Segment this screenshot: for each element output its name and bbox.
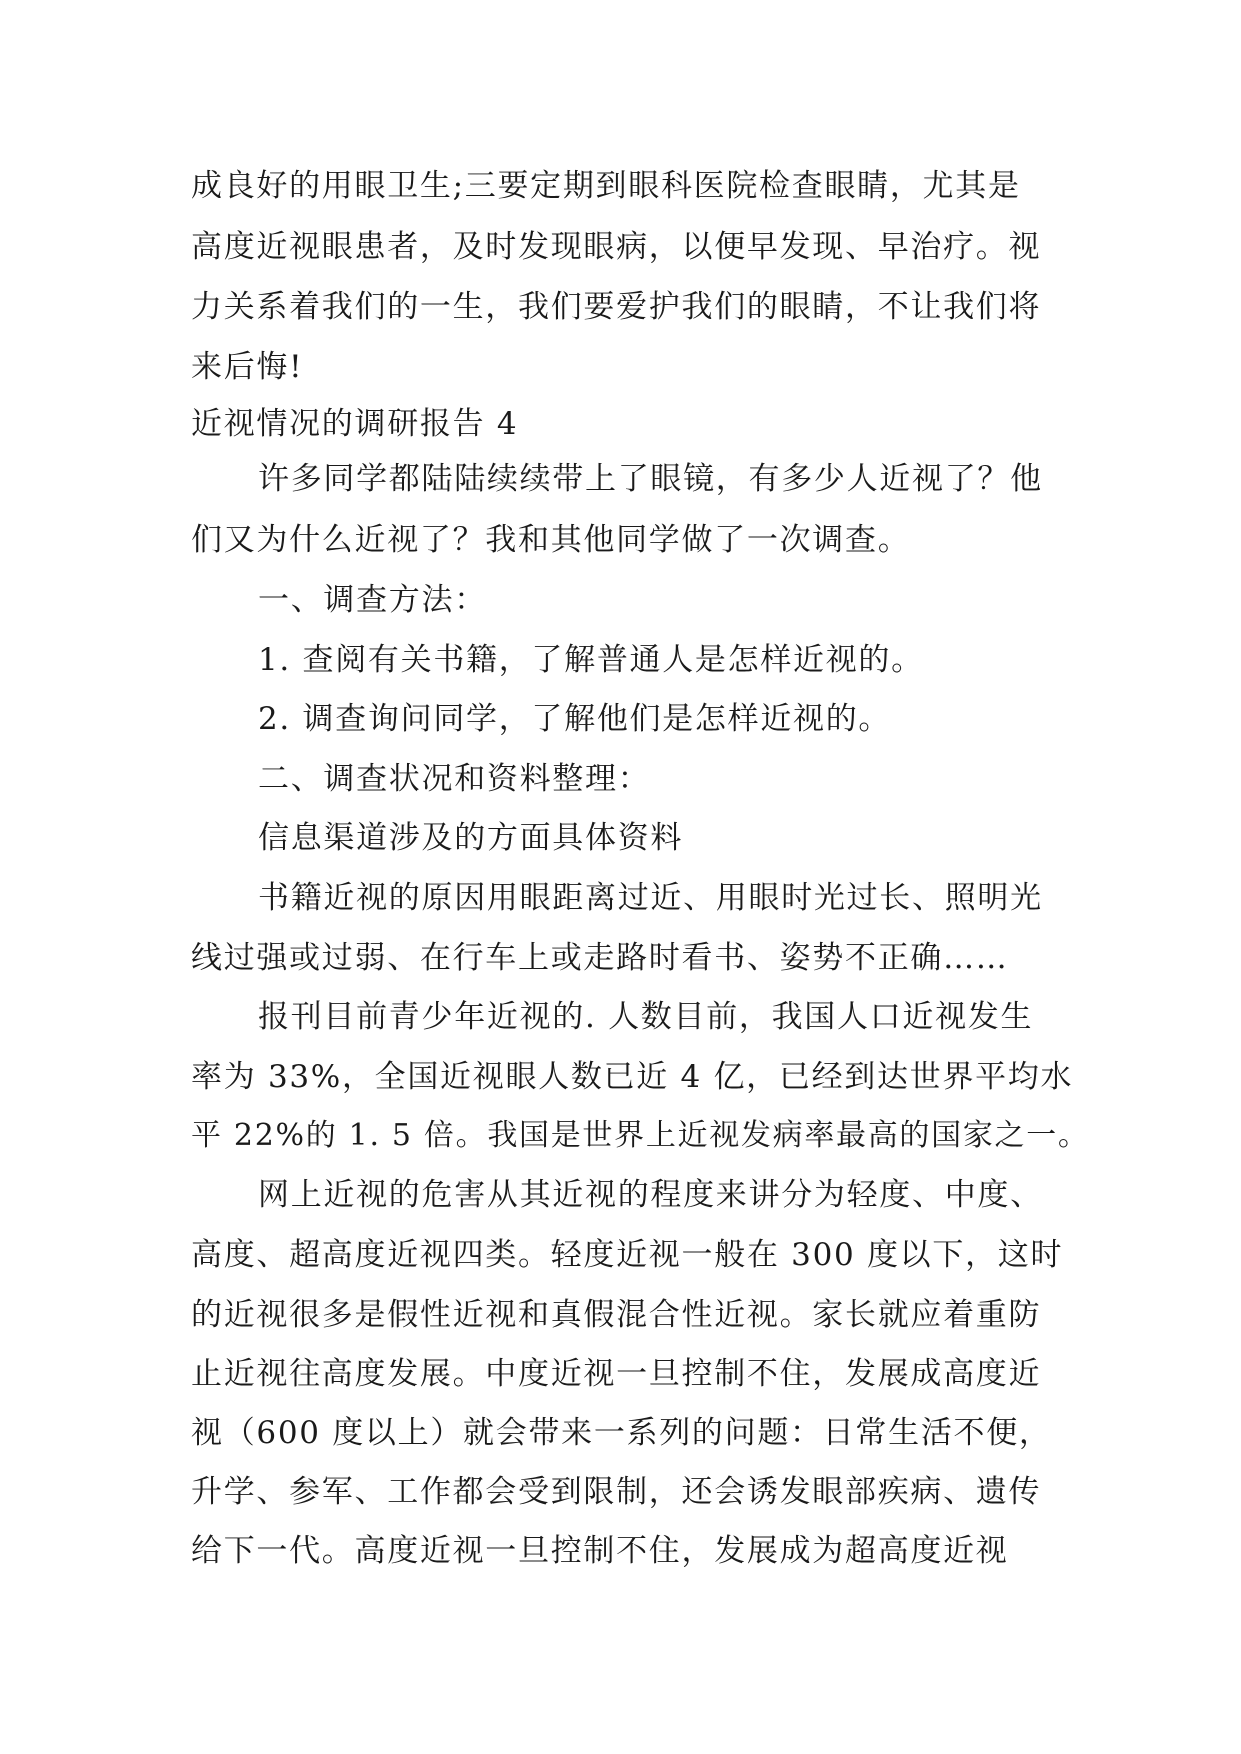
text-line: 成良好的用眼卫生;三要定期到眼科医院检查眼睛，尤其是 [191, 168, 1021, 204]
text-line: 信息渠道涉及的方面具体资料 [258, 820, 684, 856]
text-line: 网上近视的危害从其近视的程度来讲分为轻度、中度、 [258, 1177, 1043, 1213]
text-line: 力关系着我们的一生，我们要爱护我们的眼睛，不让我们将 [191, 289, 1042, 325]
text-line: 率为 33%，全国近视眼人数已近 4 亿，已经到达世界平均水 [191, 1059, 1074, 1095]
text-line: 高度、超高度近视四类。轻度近视一般在 300 度以下，这时 [191, 1237, 1064, 1273]
text-line: 视（600 度以上）就会带来一系列的问题：日常生活不便， [191, 1415, 1052, 1451]
text-line: 止近视往高度发展。中度近视一旦控制不住，发展成高度近 [191, 1356, 1042, 1392]
subheading: 一、调查方法： [258, 582, 487, 618]
text-line: 平 22%的 1. 5 倍。我国是世界上近视发病率最高的国家之一。 [191, 1118, 1090, 1153]
list-item: 2. 调查询问同学，了解他们是怎样近视的。 [258, 701, 892, 737]
text-line: 高度近视眼患者，及时发现眼病，以便早发现、早治疗。视 [191, 229, 1042, 265]
text-line: 升学、参军、工作都会受到限制，还会诱发眼部疾病、遗传 [191, 1474, 1042, 1510]
section-heading: 近视情况的调研报告 4 [191, 406, 519, 442]
text-line: 给下一代。高度近视一旦控制不住，发展成为超高度近视 [191, 1533, 1009, 1569]
text-line: 许多同学都陆陆续续带上了眼镜，有多少人近视了？他 [258, 461, 1043, 497]
list-item: 1. 查阅有关书籍，了解普通人是怎样近视的。 [258, 642, 924, 678]
text-line: 的近视很多是假性近视和真假混合性近视。家长就应着重防 [191, 1297, 1042, 1333]
text-line: 来后悔! [191, 349, 304, 385]
text-line: 报刊目前青少年近视的. 人数目前，我国人口近视发生 [258, 999, 1034, 1035]
text-line: 线过强或过弱、在行车上或走路时看书、姿势不正确…… [191, 940, 1009, 976]
text-line: 书籍近视的原因用眼距离过近、用眼时光过长、照明光 [258, 880, 1043, 916]
subheading: 二、调查状况和资料整理： [258, 761, 651, 797]
text-line: 们又为什么近视了？我和其他同学做了一次调查。 [191, 522, 911, 558]
